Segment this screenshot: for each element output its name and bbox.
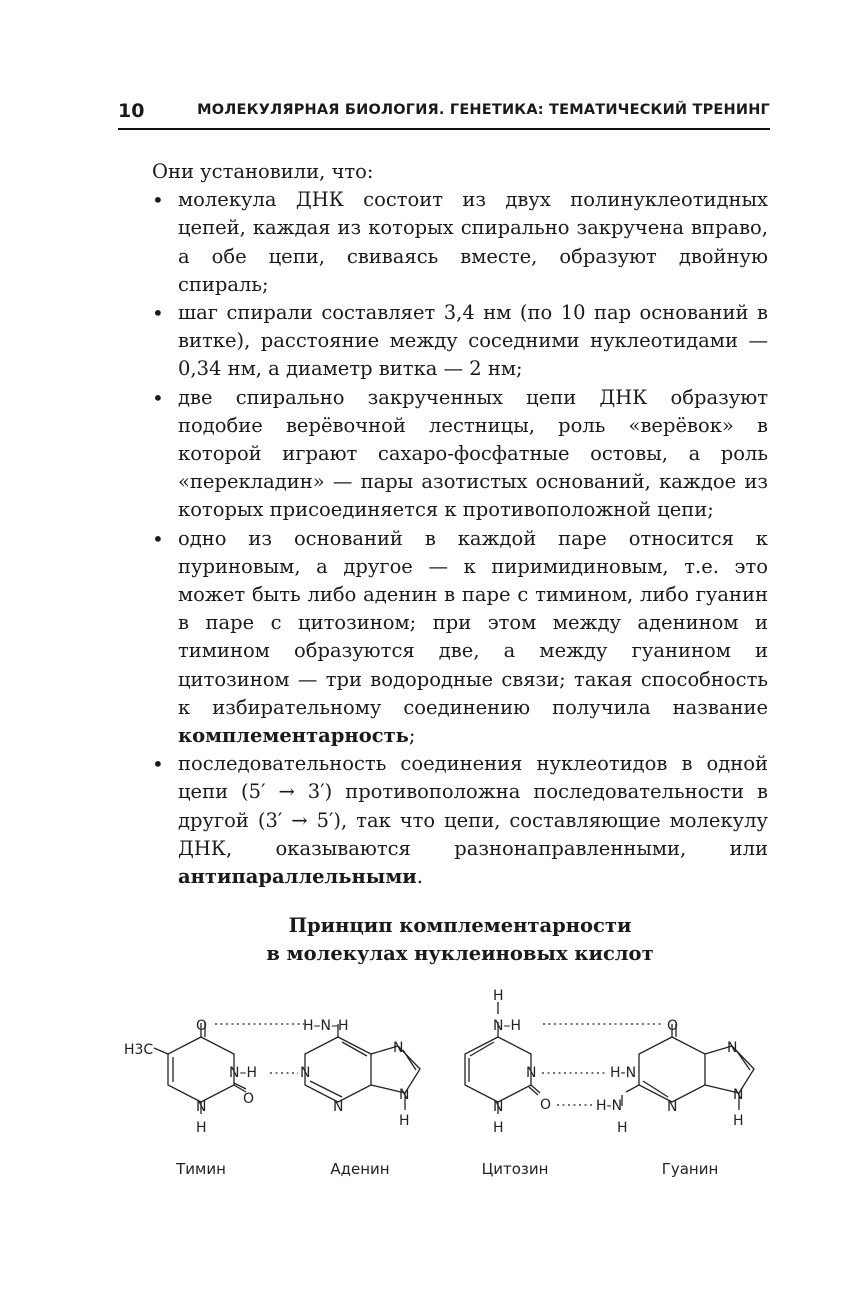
atom-o: O: [196, 1018, 208, 1034]
bullet-item: [152, 186, 768, 299]
atom-h: H: [493, 988, 504, 1004]
atom-n: N: [667, 1099, 678, 1115]
atom-methyl: H3C: [124, 1042, 154, 1058]
caption-adenine: Аденин: [330, 1160, 390, 1178]
figure-title: [152, 912, 768, 968]
term-complementarity: комплементарность: [178, 724, 409, 748]
figure-title-line: Принцип комплементарности: [288, 914, 632, 937]
bullet-item: [152, 750, 768, 891]
atom-h: H: [493, 1120, 504, 1136]
term-antiparallel: антипараллельными: [178, 865, 417, 889]
atom-nh: N–H: [229, 1065, 257, 1081]
caption-cytosine: Цитозин: [481, 1160, 549, 1178]
bullet-text: одно из оснований в каждой паре относится к пуриновым, а другое — к пиримидиновым, т.е. это может быть либо аденин в паре с тимином, либо гуанин в паре с цитозином; при этом между аденином и тимином образуются две, а между гуанином и цитозином — три водородные связи; такая способность к избирательному соединению получила название: [178, 526, 768, 719]
atom-n: N: [399, 1087, 410, 1103]
intro-paragraph: Они установили, что:: [152, 160, 374, 183]
page-header: [118, 100, 770, 130]
bullet-text: две спирально закрученных цепи ДНК образуют подобие верёвочной лестницы, роль «верёвок» в которой играют сахаро-фосфатные остовы, а роль «перекладин» — пары азотистых оснований, каждое из которых присоединяется к противоположной цепи;: [178, 385, 768, 522]
atom-h-n: H-N: [610, 1065, 637, 1081]
atom-n: N: [493, 1099, 504, 1115]
page-number: 10: [118, 100, 145, 122]
base-pairing-diagram: [0, 980, 844, 1200]
atom-h-n: H-N: [596, 1098, 623, 1114]
figure-title-line: в молекулах нуклеиновых кислот: [266, 942, 654, 965]
bullet-item: [152, 384, 768, 525]
atom-n: N: [733, 1087, 744, 1103]
bullet-item: [152, 525, 768, 751]
atom-h: H: [399, 1113, 410, 1129]
atom-n: N: [526, 1065, 537, 1081]
bullet-text: последовательность соединения нуклеотидов в одной цепи (5′ → 3′) противоположна последовательности в другой (3′ → 5′), так что цепи, составляющие молекулу ДНК, оказываются разнонаправленными, или: [178, 752, 768, 860]
main-text: [152, 158, 768, 891]
bullet-text: шаг спирали составляет 3,4 нм (по 10 пар оснований в витке), расстояние между соседними нуклеотидами — 0,34 нм, а диаметр витка — 2 нм;: [178, 301, 768, 381]
running-title: МОЛЕКУЛЯРНАЯ БИОЛОГИЯ. ГЕНЕТИКА: ТЕМАТИЧЕСКИЙ ТРЕНИНГ: [197, 102, 770, 118]
atom-h: H: [733, 1113, 744, 1129]
bullet-text-end: ;: [408, 724, 416, 748]
atom-n: N: [727, 1040, 738, 1056]
bullet-item: [152, 299, 768, 384]
atom-o: O: [243, 1091, 255, 1107]
atom-n: N: [300, 1065, 311, 1081]
caption-guanine: Гуанин: [661, 1160, 719, 1178]
bullet-list: [152, 186, 768, 891]
atom-n-h: N–H: [493, 1018, 521, 1034]
bullet-text: молекула ДНК состоит из двух полинуклеотидных цепей, каждая из которых спирально закручена вправо, а обе цепи, свиваясь вместе, образуют двойную спираль;: [178, 188, 768, 296]
atom-o: O: [540, 1097, 552, 1113]
atom-h: H: [196, 1120, 207, 1136]
atom-h: H: [617, 1120, 628, 1136]
atom-h-n-h: H–N–H: [303, 1018, 349, 1034]
caption-thymine: Тимин: [176, 1160, 226, 1178]
atom-n: N: [333, 1099, 344, 1115]
atom-o: O: [667, 1018, 679, 1034]
atom-n: N: [196, 1099, 207, 1115]
bullet-text-end: .: [416, 865, 423, 889]
atom-n: N: [393, 1040, 404, 1056]
